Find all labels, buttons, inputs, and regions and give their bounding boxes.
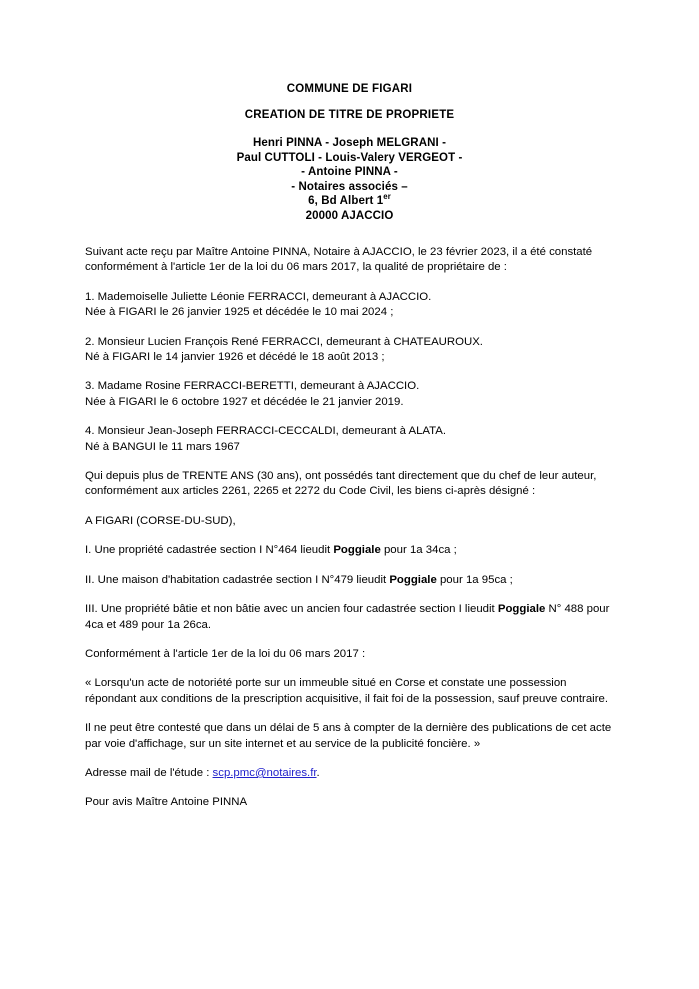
party-entry — [85, 424, 613, 455]
property-item — [85, 543, 613, 558]
property-prefix: I. Une propriété cadastrée section I N°464 lieudit — [85, 544, 334, 557]
possession-line-1: Qui depuis plus de TRENTE ANS (30 ans), ont possédés tant directement que du chef de leur auteur, — [85, 470, 597, 483]
property-suffix: pour 1a 95ca ; — [436, 573, 513, 586]
property-location: A FIGARI (CORSE-DU-SUD), — [85, 514, 236, 527]
property-suffix: pour 1a 34ca ; — [380, 544, 457, 557]
property-place-name: Poggiale — [333, 544, 381, 557]
possession-line-2: conformément aux articles 2261, 2265 et 2272 du Code Civil, les biens ci-après désigné : — [85, 485, 536, 498]
intro-paragraph — [85, 245, 613, 276]
intro-line-1: Suivant acte reçu par Maître Antoine PINNA, Notaire à AJACCIO, le 23 février 2023, il a été constaté — [85, 246, 593, 258]
party-vitals: Né à FIGARI le 14 janvier 1926 et décédé le 18 août 2013 ; — [85, 351, 385, 364]
party-entry — [85, 379, 613, 410]
firm-line-4: - Notaires associés – — [291, 180, 408, 193]
signature-line: Pour avis Maître Antoine PINNA — [85, 796, 248, 809]
party-vitals: Née à FIGARI le 6 octobre 1927 et décédée le 21 janvier 2019. — [85, 395, 404, 408]
email-label: Adresse mail de l'étude : — [85, 766, 213, 779]
property-prefix: II. Une maison d'habitation cadastrée section I N°479 lieudit — [85, 573, 390, 586]
address-street-text: 6, Bd Albert 1 — [308, 195, 384, 208]
email-link[interactable]: scp.pmc@notaires.fr — [212, 766, 317, 779]
firm-address-street — [0, 194, 699, 209]
document-body — [85, 245, 613, 825]
page-title: COMMUNE DE FIGARI — [286, 83, 413, 95]
property-place-name: Poggiale — [497, 603, 546, 616]
intro-line-2: conformément à l'article 1er de la loi du 06 mars 2017, la qualité de propriétaire de : — [85, 261, 507, 274]
property-place-name: Poggiale — [389, 573, 437, 586]
party-identity: 1. Mademoiselle Juliette Léonie FERRACCI, demeurant à AJACCIO. — [85, 290, 432, 303]
firm-address-city: 20000 AJACCIO — [305, 209, 394, 222]
party-identity: 2. Monsieur Lucien François René FERRACCI, demeurant à CHATEAUROUX. — [85, 335, 483, 348]
address-ordinal-suffix: er — [383, 192, 391, 202]
email-line — [85, 766, 613, 781]
firm-line-1: Henri PINNA - Joseph MELGRANI - — [252, 137, 447, 149]
quoted-law-paragraph-2: Il ne peut être contesté que dans un délai de 5 ans à compter de la dernière des publications de cet acte par voie d'affichage, sur un site internet et au service de la publicité foncière. » — [85, 722, 612, 750]
party-entry — [85, 335, 613, 366]
party-vitals: Né à BANGUI le 11 mars 1967 — [85, 440, 240, 453]
firm-line-3: - Antoine PINNA - — [301, 166, 398, 179]
party-entry — [85, 290, 613, 321]
notary-firm-block — [0, 136, 699, 224]
property-item — [85, 573, 613, 588]
property-prefix: III. Une propriété bâtie et non bâtie avec un ancien four cadastrée section I lieudit — [85, 603, 498, 616]
firm-line-2: Paul CUTTOLI - Louis-Valery VERGEOT - — [236, 151, 463, 164]
law-reference: Conformément à l'article 1er de la loi du 06 mars 2017 : — [85, 647, 366, 660]
email-trailing-period: . — [316, 766, 320, 779]
quoted-law-paragraph-1: « Lorsqu'un acte de notoriété porte sur un immeuble situé en Corse et constate une possession répondant aux conditions de la prescription acquisitive, il fait foi de la possession, sauf preuve contraire. — [85, 677, 609, 705]
property-item — [85, 602, 613, 633]
party-vitals: Née à FIGARI le 26 janvier 1925 et décédée le 10 mai 2024 ; — [85, 306, 394, 319]
party-identity: 4. Monsieur Jean-Joseph FERRACCI-CECCALDI, demeurant à ALATA. — [85, 425, 447, 438]
possession-paragraph — [85, 469, 613, 500]
document-header — [0, 82, 699, 224]
property-suffix: N° 488 pour 4ca et 489 pour 1a 26ca. — [85, 603, 610, 631]
document-subtitle: CREATION DE TITRE DE PROPRIETE — [244, 109, 455, 121]
party-identity: 3. Madame Rosine FERRACCI-BERETTI, demeurant à AJACCIO. — [85, 380, 420, 393]
